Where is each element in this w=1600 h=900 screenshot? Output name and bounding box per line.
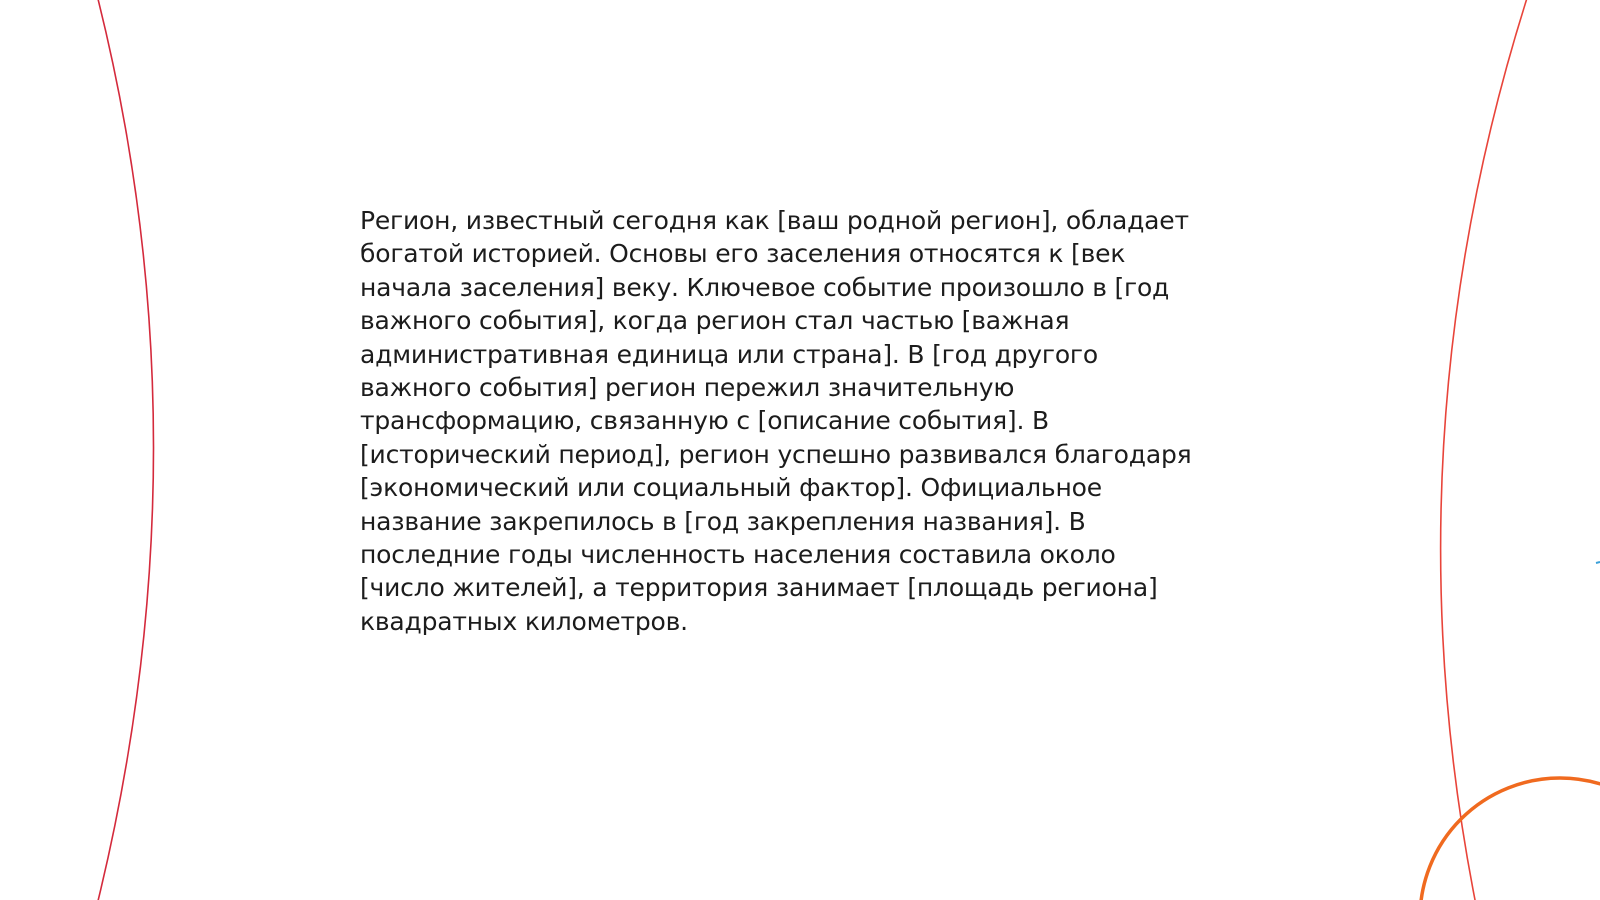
left-arc-decoration [97, 0, 154, 900]
paragraph-line: название закрепилось в [год закрепления названия]. В [360, 506, 1086, 536]
paragraph-line: административная единица или страна]. В [год другого [360, 339, 1098, 369]
paragraph-line: [число жителей], а территория занимает [площадь региона] [360, 573, 1158, 603]
paragraph-line: важного события], когда регион стал частью [важная [360, 306, 1070, 336]
blue-tick-decoration [1596, 562, 1600, 563]
paragraph-line: квадратных километров. [360, 606, 688, 636]
paragraph-line: богатой историей. Основы его заселения относятся к [век [360, 239, 1126, 269]
paragraph-line: трансформацию, связанную с [описание события]. В [360, 406, 1049, 436]
paragraph-line: начала заселения] веку. Ключевое событие произошло в [год [360, 272, 1170, 302]
orange-circle-decoration [1420, 778, 1600, 900]
body-paragraph [360, 204, 1260, 638]
paragraph-line: последние годы численность населения составила около [360, 540, 1116, 570]
paragraph-line: [исторический период], регион успешно развивался благодаря [360, 439, 1192, 469]
right-arc-decoration [1441, 0, 1528, 900]
paragraph-line: важного события] регион пережил значительную [360, 373, 1015, 403]
paragraph-line: [экономический или социальный фактор]. Официальное [360, 473, 1102, 503]
paragraph-line: Регион, известный сегодня как [ваш родной регион], обладает [360, 206, 1189, 235]
